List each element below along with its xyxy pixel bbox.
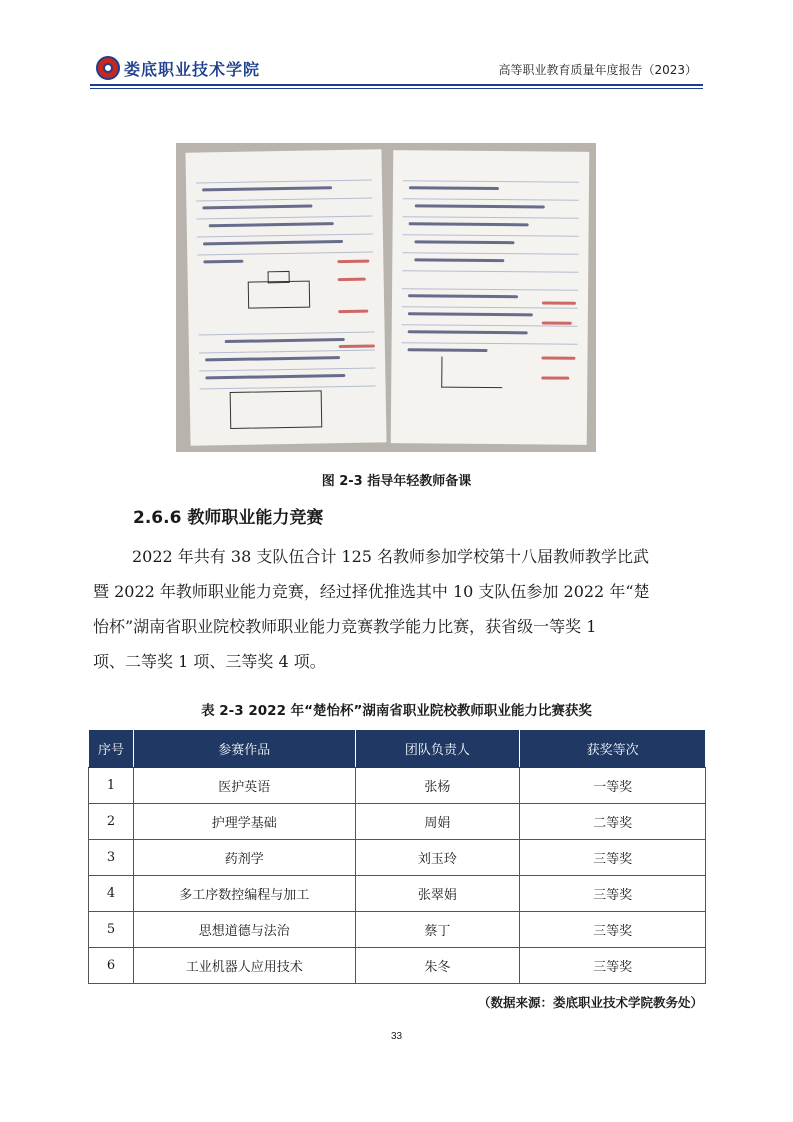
cell-work: 护理学基础: [133, 804, 355, 840]
cell-leader: 张翠娟: [355, 876, 520, 912]
table-header-row: [89, 730, 706, 768]
cell-award: 三等奖: [520, 912, 706, 948]
cell-leader: 朱冬: [355, 948, 520, 984]
cell-index: 2: [89, 804, 134, 840]
cell-award: 二等奖: [520, 804, 706, 840]
cell-index: 6: [89, 948, 134, 984]
header-index: 序号: [89, 730, 134, 768]
cell-work: 思想道德与法治: [133, 912, 355, 948]
table-row: [89, 840, 706, 876]
cell-award: 三等奖: [520, 840, 706, 876]
table-row: [89, 804, 706, 840]
cell-index: 5: [89, 912, 134, 948]
cell-work: 多工序数控编程与加工: [133, 876, 355, 912]
table-row: [89, 768, 706, 804]
section-paragraph: [93, 539, 703, 679]
figure-caption: 图 2-3 指导年轻教师备课: [321, 474, 472, 489]
section-title: 2.6.6 教师职业能力竞赛: [133, 508, 324, 528]
page-number: 33: [390, 1031, 403, 1042]
lesson-plan-photo: [176, 143, 596, 452]
table-row: [89, 948, 706, 984]
cell-index: 3: [89, 840, 134, 876]
paragraph-line: 2022 年共有 38 支队伍合计 125 名教师参加学校第十八届教师教学比武: [132, 547, 650, 566]
school-logo: [96, 56, 120, 80]
cell-award: 一等奖: [520, 768, 706, 804]
header-divider: [90, 84, 703, 86]
table-row: [89, 912, 706, 948]
cell-work: 工业机器人应用技术: [133, 948, 355, 984]
cell-leader: 张杨: [355, 768, 520, 804]
notebook-page-left: [185, 149, 386, 445]
cell-leader: 蔡丁: [355, 912, 520, 948]
paragraph-line: 怡杯”湖南省职业院校教师职业能力竞赛教学能力比赛，获省级一等奖 1: [93, 617, 597, 636]
report-title: 高等职业教育质量年度报告（2023）: [498, 63, 697, 77]
cell-work: 医护英语: [133, 768, 355, 804]
cell-index: 4: [89, 876, 134, 912]
data-source-note: （数据来源：娄底职业技术学院教务处）: [477, 995, 703, 1010]
header-leader: 团队负责人: [355, 730, 520, 768]
cell-index: 1: [89, 768, 134, 804]
header-divider-thin: [90, 88, 703, 89]
header-award: 获奖等次: [520, 730, 706, 768]
cell-award: 三等奖: [520, 948, 706, 984]
school-name: 娄底职业技术学院: [124, 60, 261, 79]
awards-table: [88, 729, 706, 984]
cell-work: 药剂学: [133, 840, 355, 876]
paragraph-line: 暨 2022 年教师职业能力竞赛，经过择优推选其中 10 支队伍参加 2022 年“楚: [93, 582, 650, 601]
cell-leader: 刘玉玲: [355, 840, 520, 876]
table-title: 表 2-3 2022 年“楚怡杯”湖南省职业院校教师职业能力比赛获奖: [201, 703, 592, 719]
header-work: 参赛作品: [133, 730, 355, 768]
cell-award: 三等奖: [520, 876, 706, 912]
cell-leader: 周娟: [355, 804, 520, 840]
table-row: [89, 876, 706, 912]
paragraph-line: 项、二等奖 1 项、三等奖 4 项。: [93, 652, 326, 671]
page-header: [90, 52, 703, 84]
notebook-page-right: [391, 150, 590, 445]
